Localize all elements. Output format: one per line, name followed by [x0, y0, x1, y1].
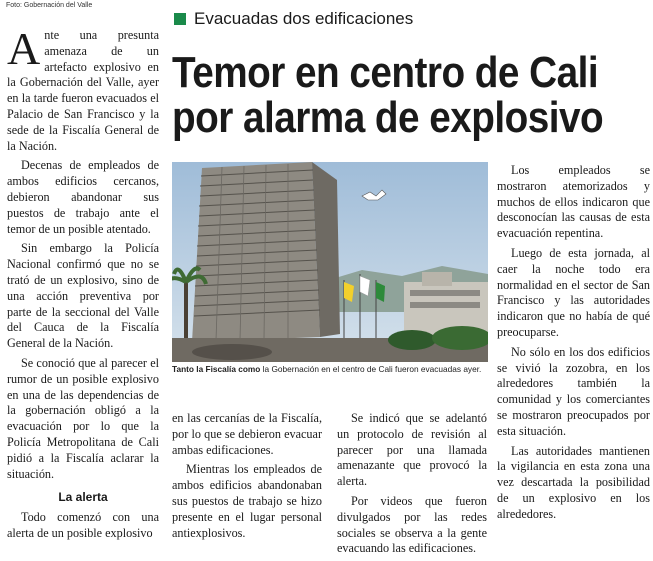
paragraph: Mientras los empleados de ambos edificios abandonaban sus puestos de trabajo se hizo presente en el lugar personal antiexplosivos.: [172, 462, 322, 540]
paragraph: Luego de esta jornada, al caer la noche todo era normalidad en el sector de San Francisco y las autoridades indicaron que no había de qué preocuparse.: [497, 245, 650, 339]
article-column-4: [497, 163, 650, 527]
article-column-3: [337, 411, 487, 561]
kicker: [174, 8, 413, 30]
lead-text: nte una presunta amenaza de un artefacto explosivo en la Gobernación del Valle, ayer en la tarde fueron evacuados el Palacio de San Francisco y la sede de la Fiscalía General de la Nación.: [7, 28, 159, 153]
headline-line-1: Temor en centro de Cali: [172, 48, 599, 97]
paragraph: en las cercanías de la Fiscalía, por lo que se debieron evacuar ambas edificaciones.: [172, 411, 322, 457]
paragraph: Se indicó que se adelantó un protocolo de revisión al parecer por una llamada amenazante que provocó la alerta.: [337, 411, 487, 489]
news-photo: [172, 162, 488, 362]
article-column-1: [7, 23, 159, 546]
paragraph: No sólo en los dos edificios se vivió la zozobra, en los alrededores también la comunidad y los comerciantes se mostraron preocupados por esta situación.: [497, 344, 650, 438]
caption-bold: Tanto la Fiscalía como: [172, 364, 261, 374]
drop-cap: A: [7, 23, 41, 74]
paragraph: Todo comenzó con una alerta de un posible explosivo: [7, 510, 159, 540]
lead-paragraph: [7, 23, 159, 154]
paragraph: Se conoció que al parecer el rumor de un posible explosivo en una de las dependencias de la gobernación obligó a la evacuación por lo que la Policía Metropolitana de Cali pidió a la Fiscalía aclarar la situación.: [7, 355, 159, 481]
paragraph: Por videos que fueron divulgados por las redes sociales se observa a la gente evacuando las edificaciones.: [337, 493, 487, 556]
photo-credit: Foto: Gobernación del Valle: [6, 2, 93, 9]
paragraph: Decenas de empleados de ambos edificios cercanos, debieron abandonar sus puestos de trabajo ante el temor de un posible atentado.: [7, 158, 159, 236]
photo-caption: [172, 364, 492, 374]
kicker-square-icon: [174, 13, 186, 25]
paragraph: Sin embargo la Policía Nacional confirmó que no se trató de un explosivo, sino de una acción preventiva por parte de la seccional del Valle del Cauca de la Fiscalía General de la Nación.: [7, 241, 159, 351]
paragraph: Las autoridades mantienen la vigilancia en esta zona una vez descartada la posibilidad de un explosivo en los alrededores.: [497, 443, 650, 521]
paragraph: Los empleados se mostraron atemorizados y muchos de ellos indicaron que desconocían las causas de esta evacuación repentina.: [497, 163, 650, 241]
kicker-text: Evacuadas dos edificaciones: [194, 9, 414, 28]
article-column-2: [172, 411, 322, 545]
caption-text: la Gobernación en el centro de Cali fueron evacuadas ayer.: [260, 364, 482, 374]
headline-line-2: por alarma de explosivo: [172, 93, 604, 142]
headline: [172, 48, 604, 142]
subhead: La alerta: [58, 490, 108, 505]
